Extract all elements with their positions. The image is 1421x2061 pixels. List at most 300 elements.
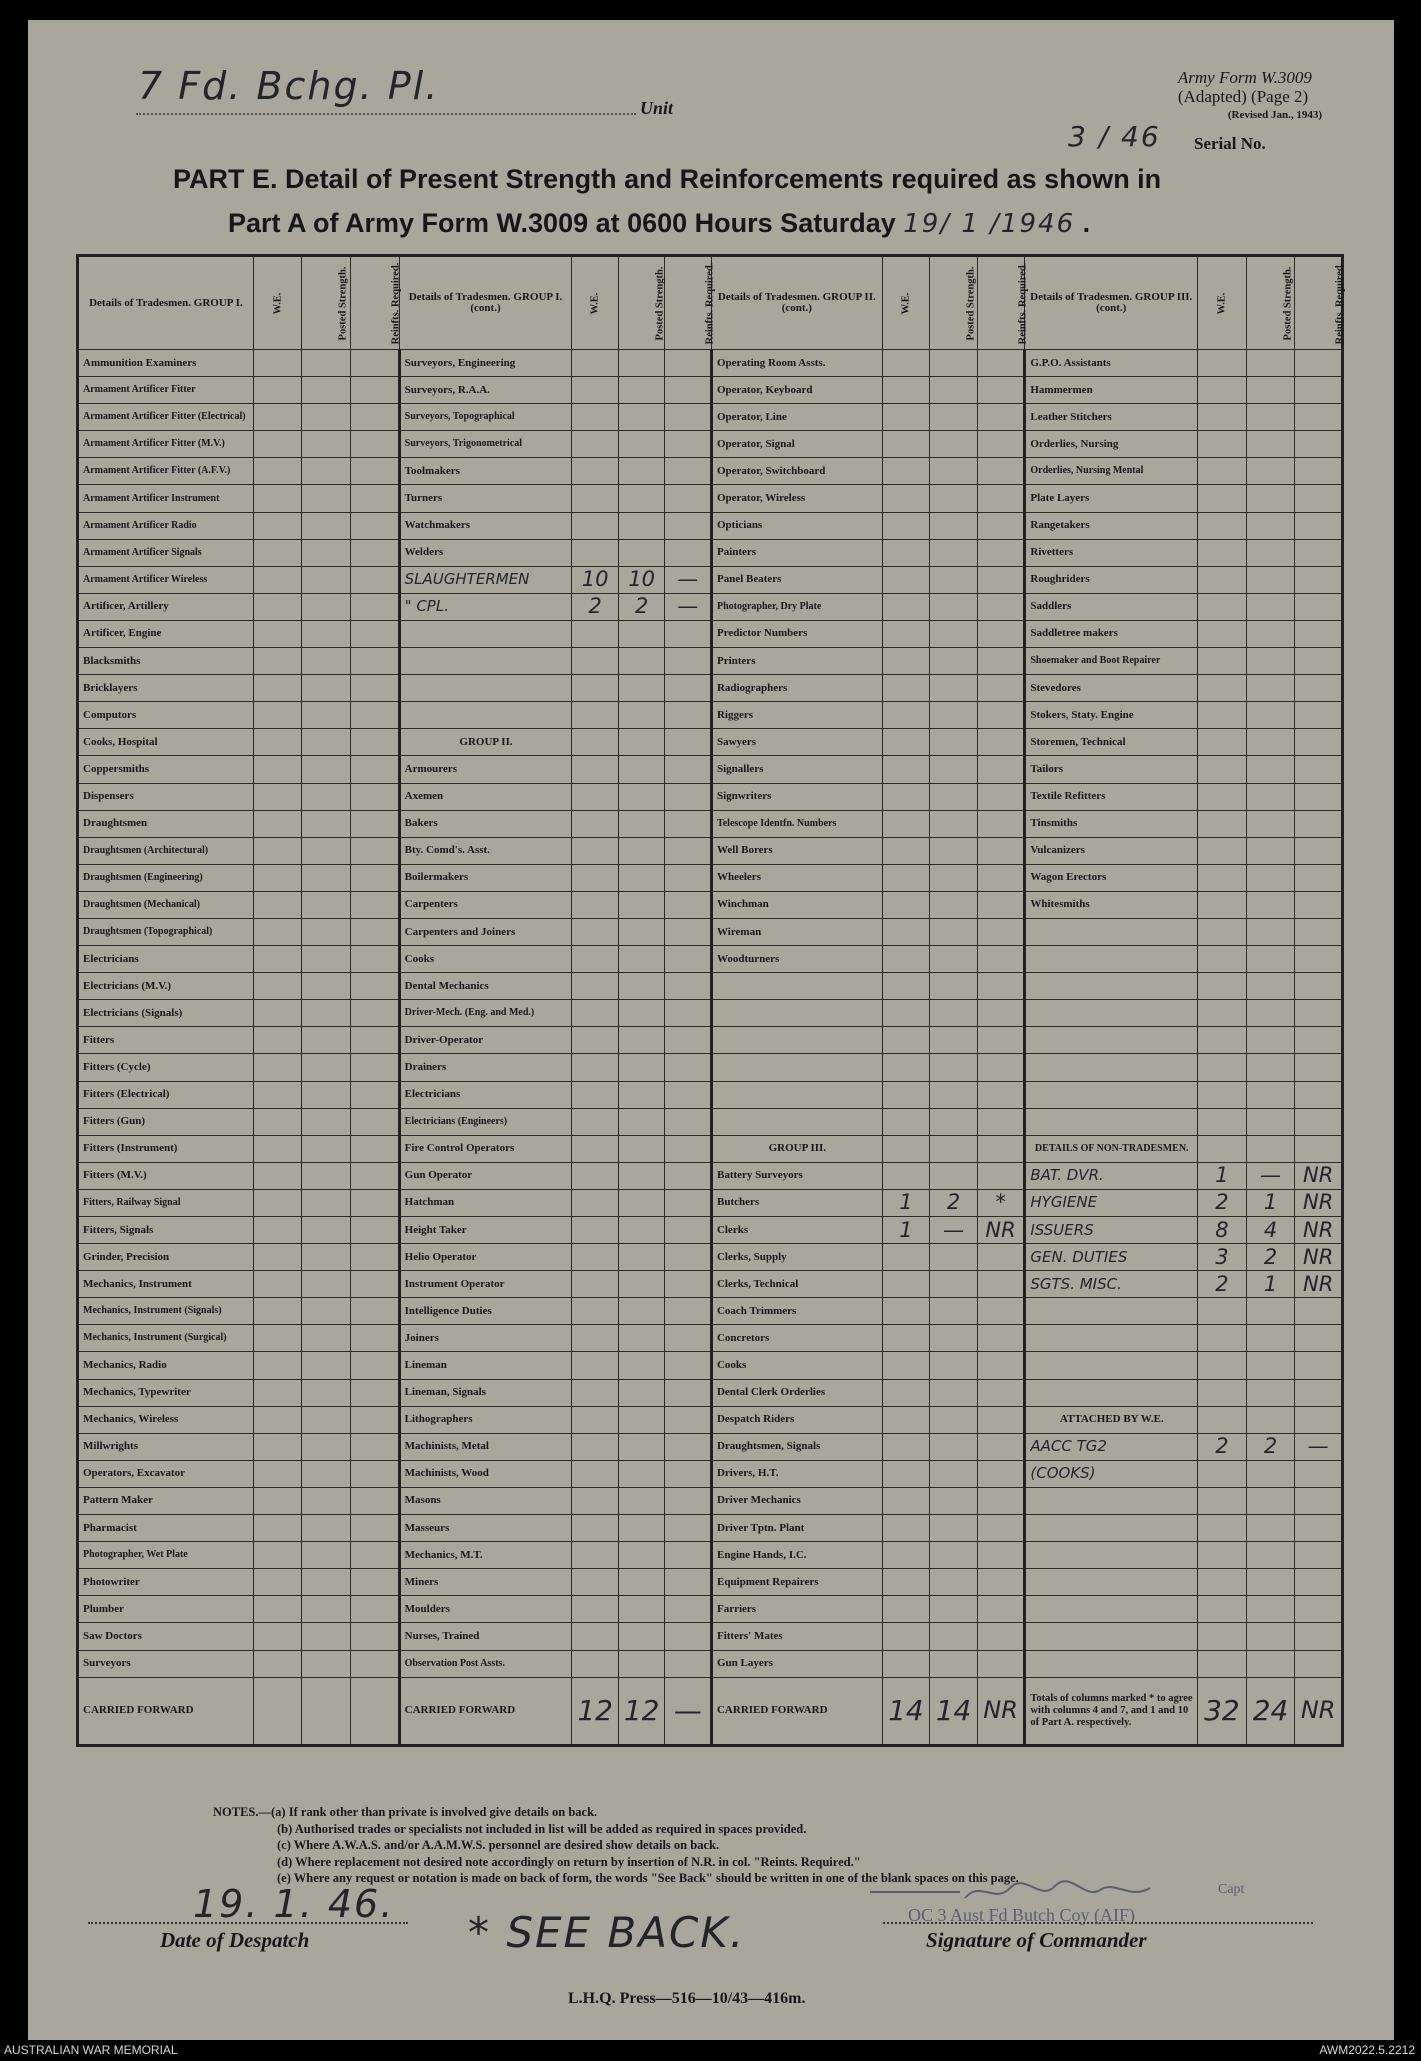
value-cell [1198,918,1247,945]
trade-label: Driver Tptn. Plant [711,1515,882,1542]
value-cell [977,1542,1025,1569]
value-cell [930,539,978,566]
value-cell [1295,918,1343,945]
trade-label: Tinsmiths [1025,810,1198,837]
value-cell [1198,1081,1247,1108]
value-cell [351,1515,400,1542]
value-cell [1246,1569,1295,1596]
table-row [78,1189,1343,1216]
value-cell [1295,539,1343,566]
value-cell [930,1081,978,1108]
trade-label: Saddlers [1025,593,1198,620]
value-cell [618,512,665,539]
value-cell [1198,864,1247,891]
value-cell [1295,1298,1343,1325]
value-cell [572,783,619,810]
trade-label: SGTS. MISC. [1025,1271,1198,1298]
value-cell: NR [1295,1271,1343,1298]
value-cell [572,1650,619,1677]
value-cell [930,1569,978,1596]
value-cell [351,837,400,864]
value-cell [977,1433,1025,1460]
value-cell [930,1460,978,1487]
value-cell [1198,1135,1247,1162]
trade-label: Electricians [399,1081,572,1108]
value-cell [302,620,351,647]
value-cell [618,648,665,675]
value-cell [977,1515,1025,1542]
value-cell [1246,1081,1295,1108]
serial-handwritten: 3 / 46 [1068,120,1161,153]
value-cell: * [977,1189,1025,1216]
value-cell [977,1135,1025,1162]
value-cell [1246,1406,1295,1433]
value-cell [882,1542,930,1569]
value-cell [618,1054,665,1081]
value-cell [1198,1460,1247,1487]
value-cell [302,946,351,973]
table-row [78,810,1343,837]
value-cell [351,512,400,539]
value-cell [665,1406,712,1433]
unit-label: Unit [640,98,674,118]
value-cell [665,675,712,702]
value-cell [930,1298,978,1325]
value-cell [1246,810,1295,837]
value-cell [665,1460,712,1487]
table-row [78,350,1343,377]
value-cell [1198,404,1247,431]
trade-label: Fitters (Instrument) [78,1135,254,1162]
value-cell [302,1244,351,1271]
value-cell [665,1054,712,1081]
value-cell [1198,702,1247,729]
value-cell [930,1406,978,1433]
trade-label: Hatchman [399,1189,572,1216]
value-cell [351,485,400,512]
trade-label: Artificer, Engine [78,620,254,647]
cf-g1c-we: 12 [572,1677,619,1745]
value-cell [351,1460,400,1487]
value-cell [618,675,665,702]
value-cell [1246,566,1295,593]
trade-label: Saw Doctors [78,1623,254,1650]
value-cell [1295,1379,1343,1406]
value-cell [665,1298,712,1325]
trade-label: Armament Artificer Wireless [78,566,254,593]
value-cell: 4 [1246,1217,1295,1244]
trade-label: Surveyors, Engineering [399,350,572,377]
value-cell [572,1054,619,1081]
value-cell [351,864,400,891]
value-cell [572,1487,619,1514]
value-cell [1198,539,1247,566]
trade-label: Wagon Erectors [1025,864,1198,891]
value-cell [351,702,400,729]
trade-label: Driver-Operator [399,1027,572,1054]
form-identifier [1178,68,1322,125]
table-row [78,783,1343,810]
value-cell [1198,1515,1247,1542]
value-cell [1295,458,1343,485]
table-row [78,1379,1343,1406]
trade-label [399,675,572,702]
value-cell [572,620,619,647]
value-cell [572,1217,619,1244]
trade-label: Carpenters and Joiners [399,918,572,945]
trade-label [399,620,572,647]
value-cell [977,1650,1025,1677]
value-cell [882,837,930,864]
value-cell [572,837,619,864]
value-cell [618,1515,665,1542]
trade-label: Textile Refitters [1025,783,1198,810]
value-cell [665,1108,712,1135]
value-cell: 2 [572,593,619,620]
cf-g1c-posted: 12 [618,1677,665,1745]
value-cell [253,837,302,864]
value-cell [1295,1650,1343,1677]
value-cell [1246,1379,1295,1406]
trade-label: Clerks, Supply [711,1244,882,1271]
value-cell [882,620,930,647]
value-cell [1198,1054,1247,1081]
value-cell [665,918,712,945]
value-cell [1295,648,1343,675]
value-cell [882,946,930,973]
value-cell [253,729,302,756]
trade-label [1025,1298,1198,1325]
value-cell [1246,973,1295,1000]
trade-label: Orderlies, Nursing [1025,431,1198,458]
cf-g1-we [253,1677,302,1745]
table-row [78,756,1343,783]
value-cell [572,1027,619,1054]
value-cell [572,1406,619,1433]
trade-label: Coppersmiths [78,756,254,783]
value-cell [977,946,1025,973]
value-cell [253,1298,302,1325]
trade-label: Leather Stitchers [1025,404,1198,431]
value-cell [1198,1108,1247,1135]
cf-g1-posted [302,1677,351,1745]
value-cell [1198,593,1247,620]
value-cell [618,485,665,512]
value-cell [882,891,930,918]
value-cell [882,675,930,702]
value-cell [665,1487,712,1514]
value-cell [1246,1135,1295,1162]
value-cell [977,756,1025,783]
value-cell [882,648,930,675]
table-row [78,404,1343,431]
value-cell [882,1000,930,1027]
trade-label: Operator, Line [711,404,882,431]
value-cell [253,1108,302,1135]
trade-label: Driver-Mech. (Eng. and Med.) [399,1000,572,1027]
value-cell [1295,837,1343,864]
value-cell [930,458,978,485]
value-cell [665,783,712,810]
value-cell [351,1298,400,1325]
value-cell [572,1189,619,1216]
value-cell [572,1433,619,1460]
value-cell [977,702,1025,729]
value-cell [1295,1000,1343,1027]
value-cell [930,891,978,918]
value-cell [1198,620,1247,647]
trade-label: Draughtsmen (Topographical) [78,918,254,945]
title-line2-text: Part A of Army Form W.3009 at 0600 Hours Saturday [228,208,896,238]
press-line: L.H.Q. Press—516—10/43—416m. [568,1990,806,2007]
trade-label: Helio Operator [399,1244,572,1271]
value-cell [351,1189,400,1216]
value-cell [351,1108,400,1135]
value-cell [572,1515,619,1542]
value-cell [253,1081,302,1108]
value-cell [618,1298,665,1325]
trade-label: ISSUERS [1025,1217,1198,1244]
trade-label: Butchers [711,1189,882,1216]
value-cell [977,729,1025,756]
trade-label: Panel Beaters [711,566,882,593]
trade-label: AACC TG2 [1025,1433,1198,1460]
value-cell [1295,1406,1343,1433]
trade-label: Masons [399,1487,572,1514]
value-cell [1295,1325,1343,1352]
value-cell [351,1379,400,1406]
value-cell [977,566,1025,593]
trade-label: Photographer, Dry Plate [711,593,882,620]
value-cell [930,1379,978,1406]
value-cell [1246,1298,1295,1325]
value-cell [618,837,665,864]
trade-label [711,973,882,1000]
value-cell [977,1000,1025,1027]
value-cell [1198,1569,1247,1596]
value-cell [977,1325,1025,1352]
value-cell [882,593,930,620]
value-cell [302,1162,351,1189]
value-cell [1295,1569,1343,1596]
table-row [78,458,1343,485]
value-cell [665,1189,712,1216]
value-cell: 8 [1198,1217,1247,1244]
value-cell: NR [1295,1217,1343,1244]
trade-label: Lineman [399,1352,572,1379]
value-cell [302,1406,351,1433]
value-cell [1198,1406,1247,1433]
value-cell [302,1569,351,1596]
value-cell [1295,350,1343,377]
value-cell [665,1542,712,1569]
value-cell [930,1027,978,1054]
value-cell [351,1542,400,1569]
value-cell [1295,973,1343,1000]
value-cell [572,431,619,458]
value-cell [665,1352,712,1379]
value-cell [572,1000,619,1027]
unit-line [136,113,636,115]
value-cell [253,377,302,404]
col-we: W.E. [572,256,619,350]
value-cell [882,1162,930,1189]
value-cell [618,1271,665,1298]
value-cell [253,1244,302,1271]
value-cell [302,539,351,566]
value-cell [930,1542,978,1569]
value-cell [618,539,665,566]
trade-label: Boilermakers [399,864,572,891]
table-row [78,1108,1343,1135]
carried-forward-row [78,1677,1343,1745]
trade-label: Draughtsmen, Signals [711,1433,882,1460]
value-cell [572,1569,619,1596]
value-cell [302,458,351,485]
form-sheet [28,20,1394,2040]
value-cell [882,864,930,891]
value-cell [977,1596,1025,1623]
trade-label: Armament Artificer Fitter (Electrical) [78,404,254,431]
trade-label: Printers [711,648,882,675]
value-cell [351,566,400,593]
value-cell [1198,1487,1247,1514]
stamp-rank: Capt [1218,1882,1245,1897]
value-cell [665,539,712,566]
value-cell [572,1460,619,1487]
trade-label [1025,1325,1198,1352]
trade-label: Rivetters [1025,539,1198,566]
trade-label [1025,1596,1198,1623]
value-cell [882,566,930,593]
value-cell: 1 [1246,1189,1295,1216]
value-cell [665,350,712,377]
value-cell [1295,946,1343,973]
value-cell [253,1271,302,1298]
carried-forward-label: CARRIED FORWARD [78,1677,254,1745]
value-cell [1246,675,1295,702]
value-cell [977,458,1025,485]
value-cell [1246,1027,1295,1054]
trade-label: Fitters' Mates [711,1623,882,1650]
value-cell [302,837,351,864]
trade-label: Instrument Operator [399,1271,572,1298]
col-group3-cont: Details of Tradesmen. GROUP III. (cont.) [1025,256,1198,350]
value-cell [618,1379,665,1406]
value-cell [977,377,1025,404]
trade-label: HYGIENE [1025,1189,1198,1216]
value-cell [253,918,302,945]
trade-label: Masseurs [399,1515,572,1542]
table-row [78,918,1343,945]
trade-label: Armourers [399,756,572,783]
value-cell [977,1271,1025,1298]
value-cell [977,485,1025,512]
value-cell [1246,1542,1295,1569]
value-cell [253,593,302,620]
value-cell [1246,729,1295,756]
table-row [78,1325,1343,1352]
trade-label: Vulcanizers [1025,837,1198,864]
value-cell [302,1135,351,1162]
value-cell [618,1244,665,1271]
table-row [78,566,1343,593]
value-cell [302,1271,351,1298]
value-cell [1246,891,1295,918]
value-cell [572,1298,619,1325]
value-cell: 2 [1246,1244,1295,1271]
value-cell [618,1108,665,1135]
value-cell [882,1623,930,1650]
trade-label: Drainers [399,1054,572,1081]
trade-label: Electricians (Signals) [78,1000,254,1027]
trade-label: Concretors [711,1325,882,1352]
value-cell [572,512,619,539]
value-cell [1295,566,1343,593]
value-cell [665,620,712,647]
value-cell [665,458,712,485]
value-cell [665,512,712,539]
value-cell [253,675,302,702]
value-cell [302,648,351,675]
trade-label: Watchmakers [399,512,572,539]
value-cell [302,1108,351,1135]
value-cell [882,512,930,539]
note-a: NOTES.—(a) If rank other than private is involved give details on back. [213,1805,598,1819]
value-cell [1198,1623,1247,1650]
trade-label: Moulders [399,1596,572,1623]
value-cell [253,1650,302,1677]
serial-label: Serial No. [1194,134,1266,153]
trade-label: Plumber [78,1596,254,1623]
value-cell [1198,648,1247,675]
value-cell [882,1596,930,1623]
value-cell: 3 [1198,1244,1247,1271]
note-d: (d) Where replacement not desired note accordingly on return by insertion of N.R. in col. "Reints. Required." [277,1854,861,1869]
value-cell [1198,756,1247,783]
value-cell: — [665,593,712,620]
value-cell [618,458,665,485]
trade-label: " CPL. [399,593,572,620]
value-cell [351,918,400,945]
value-cell [253,458,302,485]
trade-label: Saddletree makers [1025,620,1198,647]
value-cell [302,1379,351,1406]
value-cell [572,485,619,512]
value-cell [302,1650,351,1677]
value-cell [572,1379,619,1406]
trade-label: GEN. DUTIES [1025,1244,1198,1271]
trade-label [711,1108,882,1135]
value-cell [1295,1108,1343,1135]
col-reinfts: Reinfts. Required. [665,256,712,350]
value-cell [253,512,302,539]
value-cell [977,648,1025,675]
trade-label: Mechanics, Wireless [78,1406,254,1433]
value-cell [882,756,930,783]
value-cell [1246,512,1295,539]
table-row [78,485,1343,512]
value-cell [572,729,619,756]
value-cell [882,1135,930,1162]
trade-label: Surveyors [78,1650,254,1677]
value-cell [930,404,978,431]
value-cell: 1 [882,1189,930,1216]
value-cell [930,1596,978,1623]
trade-label [1025,1081,1198,1108]
value-cell [351,1650,400,1677]
col-we: W.E. [1198,256,1247,350]
